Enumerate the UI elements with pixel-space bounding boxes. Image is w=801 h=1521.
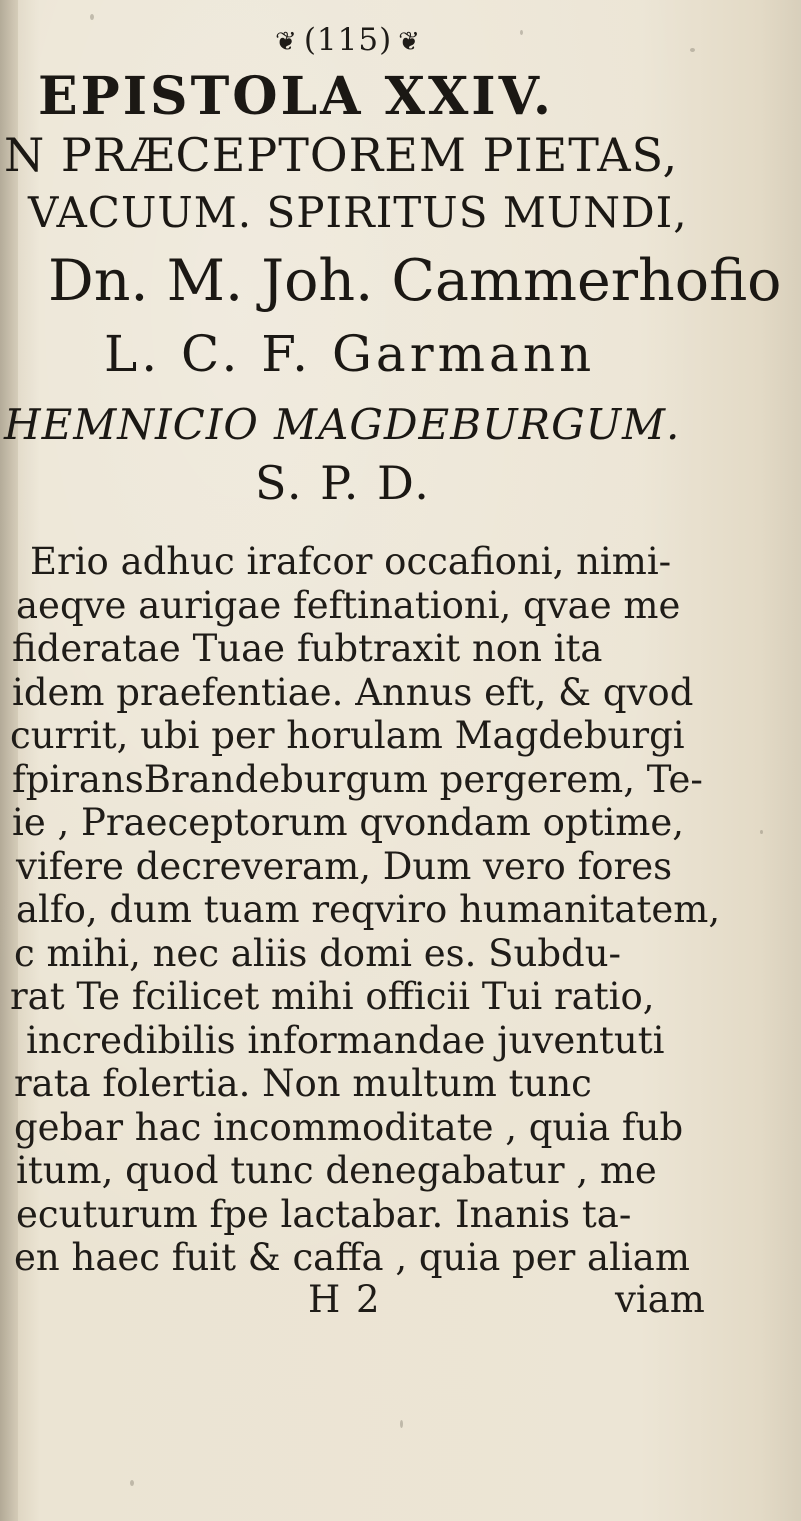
paper-speck <box>690 48 695 52</box>
paper-speck <box>90 14 94 20</box>
folio-number: (115) <box>303 22 393 58</box>
body-line: Erio adhuc irafcor occafioni, nimi- <box>30 540 672 583</box>
place-to: MAGDEBURGUM. <box>274 400 681 449</box>
heading-line-2: N PRÆCEPTOREM PIETAS, <box>4 128 679 182</box>
body-line: alfo, dum tuam reqviro humanitatem, <box>16 888 721 931</box>
paper-speck <box>130 1480 134 1486</box>
salutation: S. P. D. <box>255 456 431 510</box>
paper-speck <box>400 1420 403 1428</box>
body-line: vifere decreveram, Dum vero fores <box>16 844 673 888</box>
heading-line-3: VACUUM. SPIRITUS MUNDI, <box>28 188 688 237</box>
body-line: gebar hac incommoditate , quia fub <box>14 1105 684 1149</box>
body-line: fideratae Tuae fubtraxit non ita <box>12 627 603 670</box>
catchword: viam <box>615 1278 705 1321</box>
signature-mark: H 2 <box>308 1278 382 1321</box>
body-line: currit, ubi per horulam Magdeburgi <box>10 714 685 757</box>
body-line: aeqve aurigae feftinationi, qvae me <box>16 583 681 627</box>
page-footer <box>0 1278 801 1324</box>
paper-speck <box>520 30 523 35</box>
paper-speck <box>760 830 763 834</box>
body-line: ie , Praeceptorum qvondam optime, <box>12 801 685 844</box>
body-line: c mihi, nec aliis domi es. Subdu- <box>14 931 622 975</box>
body-line: incredibilis informandae juventuti <box>26 1018 665 1062</box>
place-from: HEMNICIO <box>4 400 259 449</box>
addressee-name: Dn. M. Joh. Cammerhofio <box>48 248 782 314</box>
letter-body <box>0 540 790 1280</box>
fleuron-right-icon: ❦ <box>398 27 421 57</box>
page-number <box>228 22 468 58</box>
fleuron-left-icon: ❦ <box>275 27 298 57</box>
epistle-heading: EPISTOLA XXIV. <box>38 66 554 127</box>
sender-name: L. C. F. Garmann <box>104 325 596 383</box>
body-line: idem praefentiae. Annus eft, & qvod <box>12 670 694 714</box>
body-line: itum, quod tunc denegabatur , me <box>16 1149 657 1192</box>
body-line: ecuturum fpe lactabar. Inanis ta- <box>16 1192 632 1236</box>
body-line: en haec fuit & caffa , quia per aliam <box>14 1236 690 1279</box>
body-line: rat Te fcilicet mihi officii Tui ratio, <box>10 975 655 1018</box>
body-line: fpiransBrandeburgum pergerem, Te- <box>12 757 703 801</box>
body-line: rata folertia. Non multum tunc <box>14 1062 592 1105</box>
